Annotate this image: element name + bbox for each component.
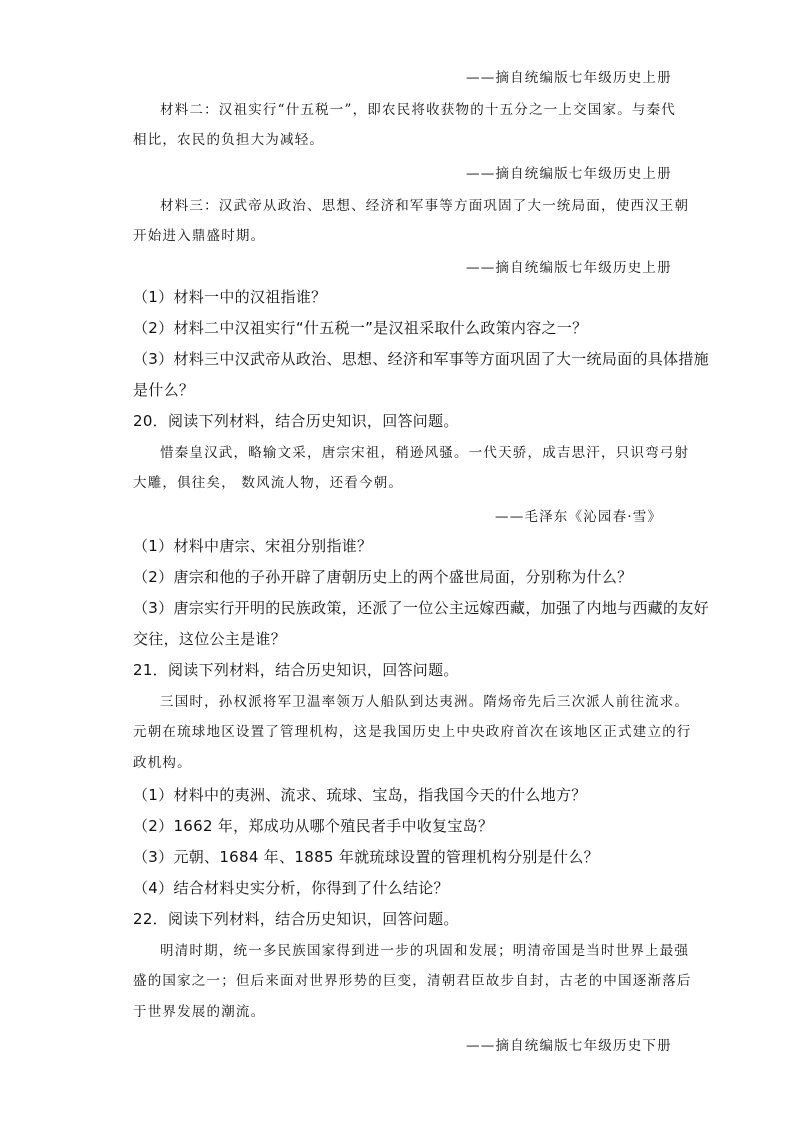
material-20-line: 大雕，俱往矣， 数风流人物，还看今朝。 (133, 475, 404, 491)
question-21-4: （4）结合材料史实分析，你得到了什么结论？ (133, 879, 449, 897)
question-20-1: （1）材料中唐宗、宋祖分别指谁？ (133, 537, 373, 555)
material-21-line: 元朝在琉球地区设置了管理机构，这是我国历史上中央政府首次在该地区正式建立的行 (133, 724, 692, 740)
question-19-1: （1）材料一中的汉祖指谁？ (133, 288, 327, 306)
question-20-2: （2）唐宗和他的子孙开辟了唐朝历史上的两个盛世局面，分别称为什么？ (133, 568, 633, 586)
question-22-title: 22．阅读下列材料，结合历史知识，回答问题。 (133, 910, 459, 928)
question-20-3-cont: 交往，这位公主是谁？ (133, 630, 287, 648)
question-21-title: 21．阅读下列材料，结合历史知识，回答问题。 (133, 661, 459, 679)
material-20-line: 惜秦皇汉武，略输文采，唐宗宋祖，稍逊风骚。一代天骄，成吉思汗，只识弯弓射 (160, 445, 690, 461)
question-20-3: （3）唐宗实行开明的民族政策，还派了一位公主远嫁西藏，加强了内地与西藏的友好 (133, 599, 709, 617)
question-20-title: 20．阅读下列材料，结合历史知识，回答问题。 (133, 412, 459, 430)
material-21-line: 三国时，孙权派将军卫温率领万人船队到达夷洲。隋炀帝先后三次派人前往流求。 (160, 694, 690, 710)
material-21-line: 政机构。 (133, 755, 192, 771)
material-22-line: 盛的国家之一；但后来面对世界形势的巨变，清朝君臣故步自封，古老的中国逐渐落后 (133, 973, 692, 989)
question-19-2: （2）材料二中汉祖实行“什五税一”是汉祖采取什么政策内容之一？ (133, 319, 588, 337)
material-three-line: 开始进入鼎盛时期。 (133, 228, 266, 244)
question-21-1: （1）材料中的夷洲、流求、琉球、宝岛，指我国今天的什么地方？ (133, 786, 587, 804)
source-citation: ——摘自统编版七年级历史上册 (466, 70, 672, 86)
question-19-3: （3）材料三中汉武帝从政治、思想、经济和军事等方面巩固了大一统局面的具体措施 (133, 350, 709, 368)
question-21-3: （3）元朝、1684 年、1885 年就琉球设置的管理机构分别是什么？ (133, 848, 599, 866)
source-citation: ——摘自统编版七年级历史上册 (466, 260, 672, 276)
question-19-3-cont: 是什么？ (133, 381, 195, 399)
source-citation: ——摘自统编版七年级历史上册 (466, 166, 672, 182)
material-22-line: 明清时期，统一多民族国家得到进一步的巩固和发展；明清帝国是当时世界上最强 (160, 943, 690, 959)
question-21-2: （2）1662 年，郑成功从哪个殖民者手中收复宝岛？ (133, 817, 494, 835)
material-22-line: 于世界发展的潮流。 (133, 1004, 266, 1020)
source-citation: ——毛泽东《沁园春·雪》 (495, 509, 663, 525)
material-three-line: 材料三：汉武帝从政治、思想、经济和军事等方面巩固了大一统局面，使西汉王朝 (160, 198, 690, 214)
source-citation: ——摘自统编版七年级历史下册 (466, 1038, 672, 1054)
material-two-line: 材料二：汉祖实行“什五税一”，即农民将收获物的十五分之一上交国家。与秦代 (160, 102, 677, 118)
material-two-line: 相比，农民的负担大为减轻。 (133, 132, 325, 148)
